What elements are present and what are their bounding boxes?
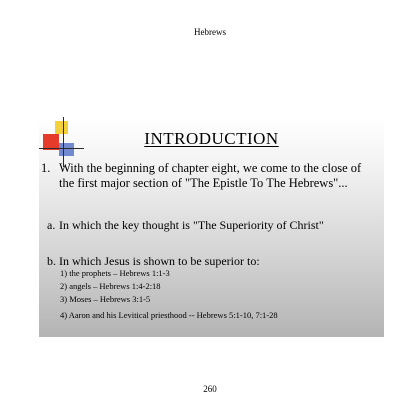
- outline-subitem-a-text: In which the key thought is "The Superiority of Christ": [59, 218, 324, 232]
- slide-image: [39, 117, 384, 337]
- superiority-point-1: 1) the prophets – Hebrews 1:1-3: [60, 268, 170, 278]
- superiority-point-3: 3) Moses – Hebrews 3:1-5: [60, 294, 151, 304]
- outline-subitem-b: [47, 254, 377, 269]
- outline-item-1-number: 1.: [41, 161, 51, 175]
- outline-subitem-b-label: b.: [47, 254, 56, 268]
- page-number: 260: [203, 384, 217, 394]
- slide-title: INTRODUCTION: [144, 129, 279, 148]
- superiority-point-4: 4) Aaron and his Levitical priesthood -- Hebrews 5:1-10, 7:1-28: [60, 310, 278, 320]
- page-header: Hebrews: [194, 27, 226, 37]
- outline-subitem-b-text: In which Jesus is shown to be superior to:: [59, 254, 260, 268]
- outline-item-1-text: With the beginning of chapter eight, we come to the close of the first major section of "The Epistle To The Hebrews"...: [59, 161, 362, 190]
- outline-subitem-a: [47, 218, 377, 233]
- superiority-point-2: 2) angels – Hebrews 1:4-2:18: [60, 281, 161, 291]
- outline-subitem-a-label: a.: [47, 218, 56, 232]
- outline-item-1: [39, 161, 379, 190]
